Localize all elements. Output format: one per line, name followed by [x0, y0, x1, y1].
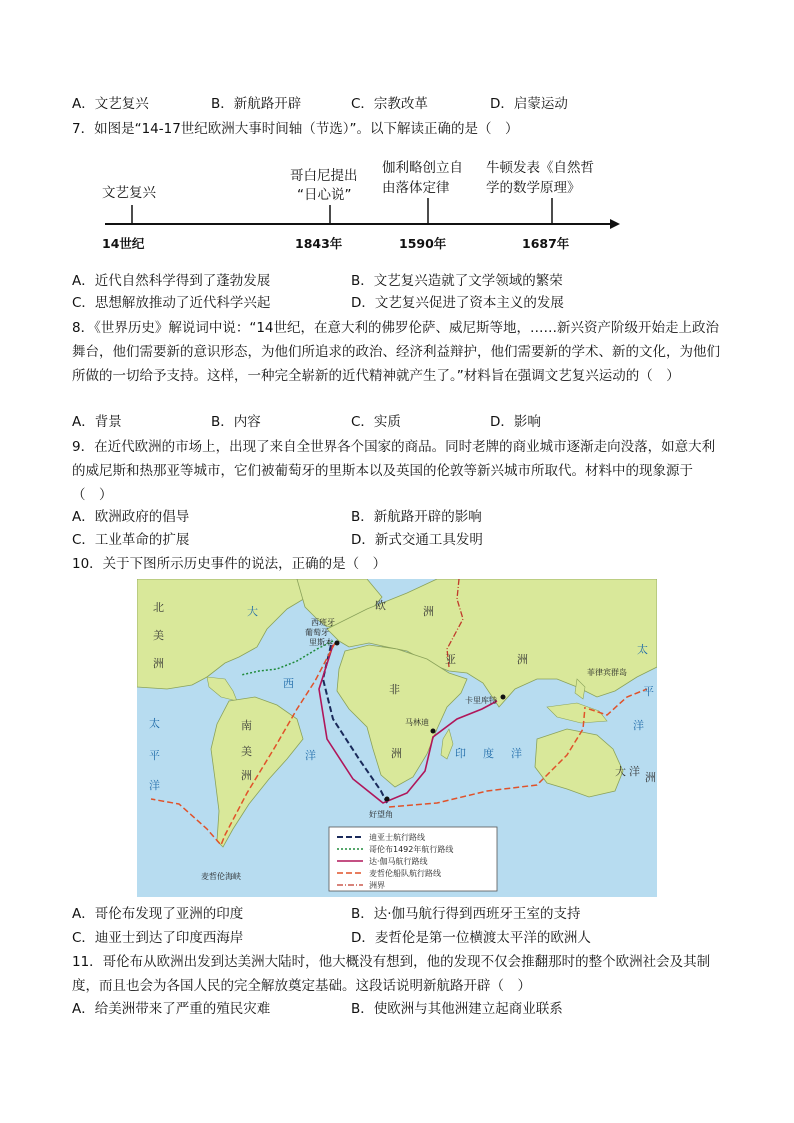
q11-stem: 11．哥伦布从欧洲出发到达美洲大陆时，他大概没有想到，他的发现不仅会推翻那时的整个欧洲社会及其制度，而且也会为各国人民的完全解放奠定基础。这段话说明新航路开辟（ ） — [72, 954, 711, 994]
label-portugal: 葡萄牙 — [305, 628, 329, 637]
timeline-event-3 — [382, 159, 463, 251]
malindi-marker — [431, 729, 436, 734]
label-asia-1: 亚 — [445, 653, 456, 666]
label-atlantic-3: 洋 — [305, 749, 316, 762]
label-pacific-east-2: 平 — [643, 685, 654, 698]
timeline-event-1 — [102, 185, 156, 251]
q10-option-d: D．麦哲伦是第一位横渡太平洋的欧洲人 — [351, 930, 591, 946]
timeline-event-label: 哥白尼提出 — [290, 168, 358, 184]
timeline-event-label: 文艺复兴 — [102, 185, 156, 201]
q9-stem: 9．在近代欧洲的市场上，出现了来自全世界各个国家的商品。同时老牌的商业城市逐渐走向没落，如意大利的威尼斯和热那亚等城市，它们被葡萄牙的里斯本以及英国的伦敦等新兴城市所取代。材料中的现象源于（ ） — [72, 439, 716, 503]
label-philippines: 菲律宾群岛 — [587, 668, 627, 677]
q7-option-a: A．近代自然科学得到了蓬勃发展 — [72, 273, 271, 289]
label-pacific-west-1: 太 — [149, 717, 160, 730]
label-atlantic-2: 西 — [283, 677, 294, 690]
label-oceania-3: 洲 — [645, 771, 656, 784]
q9-option-d: D．新式交通工具发明 — [351, 532, 483, 548]
timeline-arrowhead — [610, 219, 620, 229]
timeline-event-label: 伽利略创立自 — [382, 160, 463, 176]
label-north-america-1: 北 — [153, 601, 164, 614]
timeline-event-2 — [290, 167, 358, 251]
q7-stem: 7．如图是“14-17世纪欧洲大事时间轴（节选）”。以下解读正确的是（ ） — [72, 121, 519, 137]
q9-option-a: A．欧洲政府的倡导 — [72, 509, 190, 525]
label-pacific-west-2: 平 — [149, 749, 160, 762]
label-indian-ocean-1: 印 — [455, 747, 466, 760]
legend-dias: 迪亚士航行路线 — [369, 833, 425, 842]
q9-option-c: C．工业革命的扩展 — [72, 532, 190, 548]
q9-option-b: B．新航路开辟的影响 — [351, 509, 482, 525]
timeline-event-label: 学的数学原理》 — [486, 180, 581, 196]
timeline-event-label: 由落体定律 — [382, 180, 450, 196]
q8-option-c: C．实质 — [351, 414, 401, 430]
label-cape-of-good-hope: 好望角 — [369, 810, 393, 819]
label-atlantic-1: 大 — [247, 605, 258, 618]
q7-option-d: D．文艺复兴促进了资本主义的发展 — [351, 295, 564, 311]
label-africa-2: 洲 — [391, 747, 402, 760]
label-strait-of-magellan: 麦哲伦海峡 — [201, 872, 241, 881]
label-lisbon: 里斯本 — [309, 638, 333, 647]
q11-option-a: A．给美洲带来了严重的殖民灾难 — [72, 1001, 271, 1017]
label-north-america-2: 美 — [153, 629, 164, 642]
q8-option-a: A．背景 — [72, 414, 122, 430]
q7-option-c: C．思想解放推动了近代科学兴起 — [72, 295, 271, 311]
label-pacific-east-1: 太 — [637, 643, 648, 656]
timeline-year: 1590年 — [399, 236, 447, 251]
label-asia-2: 洲 — [517, 653, 528, 666]
q6-option-a: A．文艺复兴 — [72, 96, 149, 112]
new-sea-routes-map — [137, 579, 657, 897]
timeline-year: 1843年 — [295, 236, 343, 251]
label-south-america-3: 洲 — [241, 769, 252, 782]
timeline-event-4 — [486, 159, 594, 251]
q8-option-b: B．内容 — [211, 414, 261, 430]
q10-option-b: B．达·伽马航行得到西班牙王室的支持 — [351, 906, 581, 922]
label-indian-ocean-3: 洋 — [511, 747, 522, 760]
timeline-event-label: “日心说” — [297, 187, 352, 203]
lisbon-marker — [335, 641, 340, 646]
map-legend — [329, 827, 497, 891]
label-pacific-west-3: 洋 — [149, 779, 160, 792]
label-europe-1: 欧 — [375, 599, 386, 612]
q6-option-c: C．宗教改革 — [351, 96, 428, 112]
label-africa-1: 非 — [389, 683, 400, 696]
q11-option-b: B．使欧洲与其他洲建立起商业联系 — [351, 1001, 563, 1017]
q10-option-a: A．哥伦布发现了亚洲的印度 — [72, 906, 244, 922]
timeline-figure — [90, 155, 630, 265]
q10-stem: 10．关于下图所示历史事件的说法，正确的是（ ） — [72, 556, 387, 572]
q10-option-c: C．迪亚士到达了印度西海岸 — [72, 930, 244, 946]
timeline-event-label: 牛顿发表《自然哲 — [486, 160, 594, 176]
legend-magellan: 麦哲伦船队航行路线 — [369, 869, 441, 878]
timeline-year: 14世纪 — [102, 236, 145, 251]
label-calicut: 卡里库特 — [465, 696, 497, 705]
label-europe-2: 洲 — [423, 605, 434, 618]
q8-stem: 8．《世界历史》解说词中说：“14世纪，在意大利的佛罗伦萨、威尼斯等地，……新兴资产阶级开始走上政治舞台，他们需要新的意识形态，为他们所追求的政治、经济利益辩护，他们需要新的学术、新的文化，为他们所做的一切给予支持。这样，一种完全崭新的近代精神就产生了。”材料旨在强调文艺复兴运动的（ ） — [72, 320, 720, 384]
calicut-marker — [501, 695, 506, 700]
label-oceania-2: 洋 — [629, 765, 640, 778]
timeline-year: 1687年 — [522, 236, 570, 251]
legend-columbus: 哥伦布1492年航行路线 — [369, 845, 454, 854]
label-south-america-2: 美 — [241, 745, 252, 758]
legend-da-gama: 达·伽马航行路线 — [369, 857, 428, 866]
label-indian-ocean-2: 度 — [483, 747, 494, 760]
q6-option-d: D．启蒙运动 — [490, 96, 568, 112]
label-spain: 西班牙 — [311, 618, 335, 627]
q8-option-d: D．影响 — [490, 414, 541, 430]
label-pacific-east-3: 洋 — [633, 719, 644, 732]
legend-continent-boundary: 洲界 — [369, 881, 385, 890]
label-oceania-1: 大 — [615, 765, 626, 778]
q7-option-b: B．文艺复兴造就了文学领域的繁荣 — [351, 273, 563, 289]
label-malindi: 马林迪 — [405, 718, 429, 727]
q6-option-b: B．新航路开辟 — [211, 96, 302, 112]
label-north-america-3: 洲 — [153, 657, 164, 670]
label-south-america-1: 南 — [241, 719, 252, 732]
cape-marker — [385, 797, 390, 802]
